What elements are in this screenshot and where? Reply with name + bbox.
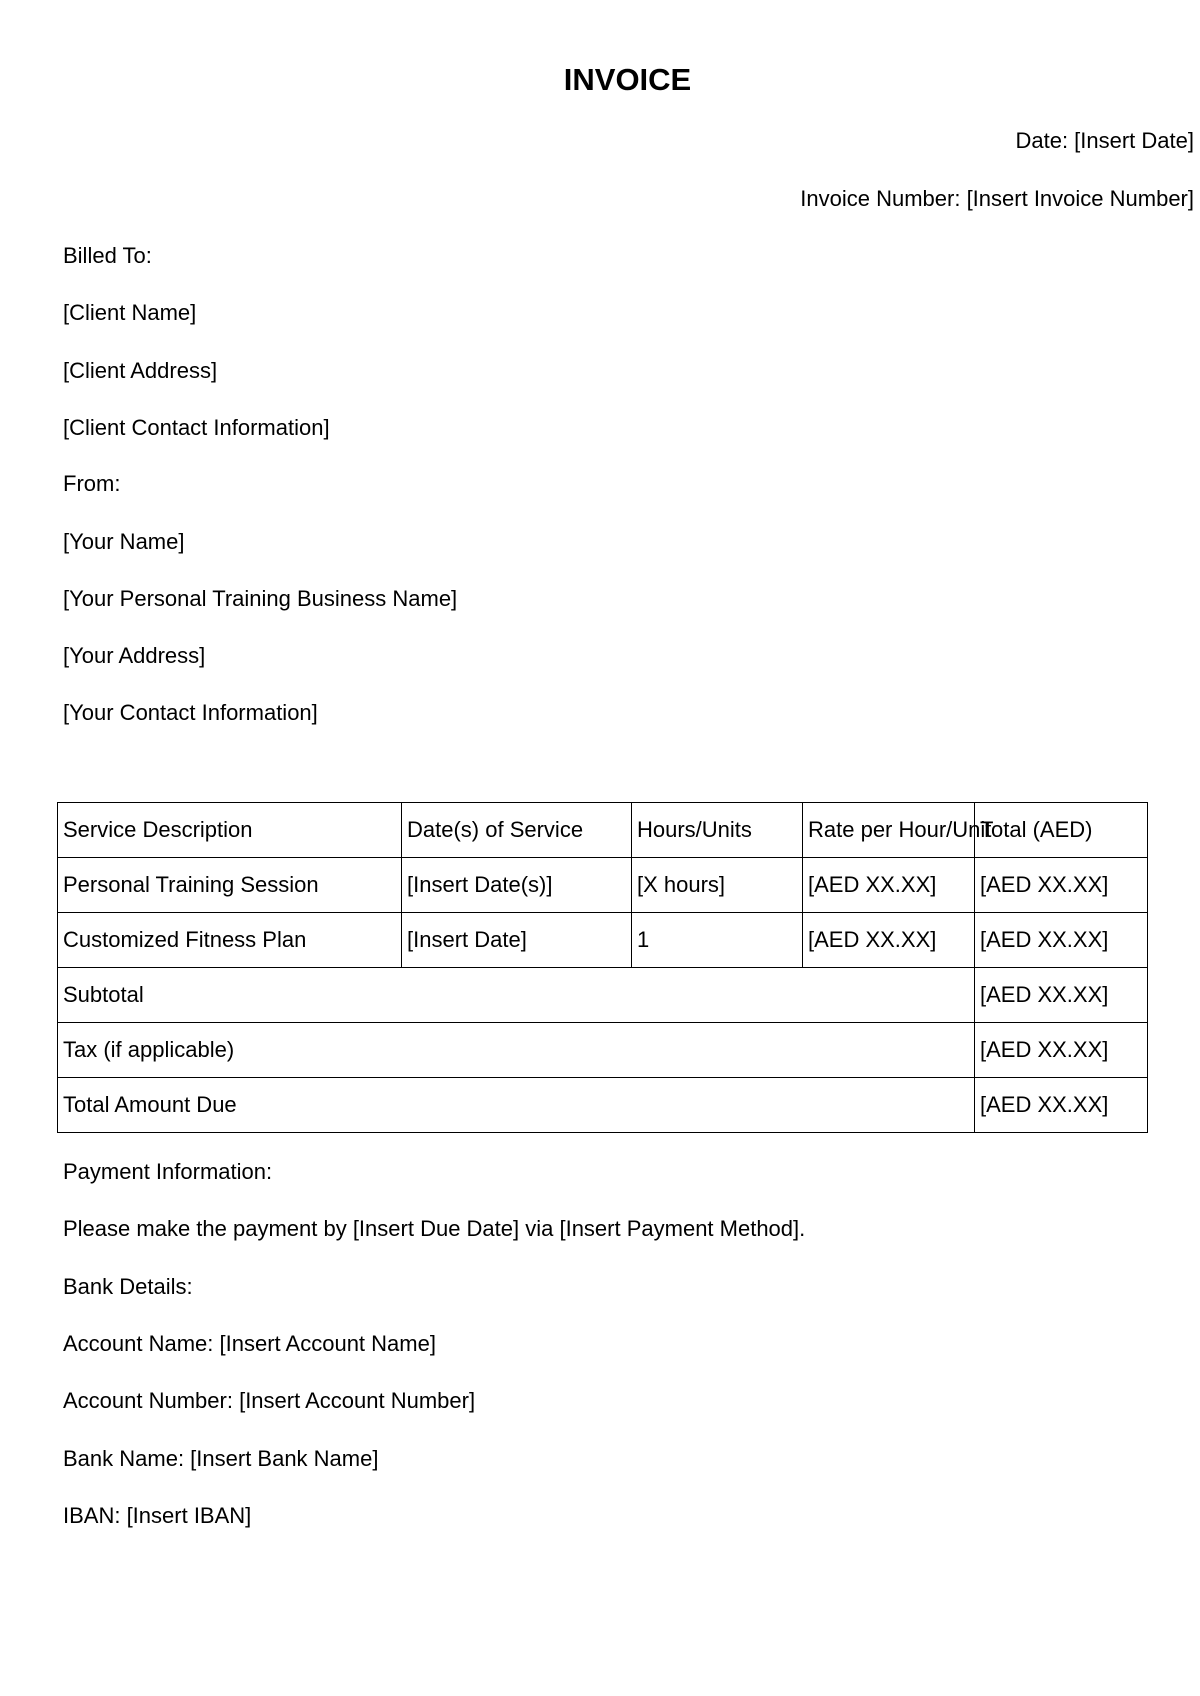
header-service-description: Service Description	[58, 803, 402, 858]
client-name: [Client Name]	[63, 300, 197, 325]
bank-details-heading: Bank Details:	[63, 1274, 193, 1299]
cell-rate: [AED XX.XX]	[803, 913, 975, 968]
table-row	[58, 913, 1148, 968]
cell-total: [AED XX.XX]	[975, 858, 1148, 913]
invoice-items-table	[57, 802, 1148, 1133]
tax-row	[58, 1023, 1148, 1078]
payment-instruction: Please make the payment by [Insert Due Date] via [Insert Payment Method].	[63, 1216, 806, 1241]
invoice-title: INVOICE	[563, 62, 692, 97]
from-heading: From:	[63, 471, 121, 496]
cell-rate: [AED XX.XX]	[803, 858, 975, 913]
header-total: Total (AED)	[975, 803, 1148, 858]
header-rate: Rate per Hour/Unit	[803, 803, 975, 858]
table-header-row	[58, 803, 1148, 858]
cell-total: [AED XX.XX]	[975, 913, 1148, 968]
total-due-value: [AED XX.XX]	[975, 1078, 1148, 1133]
total-due-row	[58, 1078, 1148, 1133]
invoice-number: Invoice Number: [Insert Invoice Number]	[800, 186, 1194, 211]
cell-service: Customized Fitness Plan	[58, 913, 402, 968]
header-hours-units: Hours/Units	[632, 803, 803, 858]
cell-date: [Insert Date(s)]	[402, 858, 632, 913]
cell-hours: [X hours]	[632, 858, 803, 913]
invoice-date: Date: [Insert Date]	[1015, 128, 1194, 153]
total-due-label: Total Amount Due	[58, 1078, 975, 1133]
your-contact: [Your Contact Information]	[63, 700, 318, 725]
header-dates-of-service: Date(s) of Service	[402, 803, 632, 858]
cell-service: Personal Training Session	[58, 858, 402, 913]
subtotal-label: Subtotal	[58, 968, 975, 1023]
bank-name: Bank Name: [Insert Bank Name]	[63, 1446, 379, 1471]
iban: IBAN: [Insert IBAN]	[63, 1503, 252, 1528]
tax-label: Tax (if applicable)	[58, 1023, 975, 1078]
your-address: [Your Address]	[63, 643, 206, 668]
subtotal-value: [AED XX.XX]	[975, 968, 1148, 1023]
cell-hours: 1	[632, 913, 803, 968]
account-name: Account Name: [Insert Account Name]	[63, 1331, 436, 1356]
client-contact: [Client Contact Information]	[63, 415, 330, 440]
table-row	[58, 858, 1148, 913]
cell-date: [Insert Date]	[402, 913, 632, 968]
account-number: Account Number: [Insert Account Number]	[63, 1388, 476, 1413]
billed-to-heading: Billed To:	[63, 243, 152, 268]
subtotal-row	[58, 968, 1148, 1023]
client-address: [Client Address]	[63, 358, 218, 383]
payment-heading: Payment Information:	[63, 1159, 273, 1184]
business-name: [Your Personal Training Business Name]	[63, 586, 458, 611]
tax-value: [AED XX.XX]	[975, 1023, 1148, 1078]
your-name: [Your Name]	[63, 529, 185, 554]
